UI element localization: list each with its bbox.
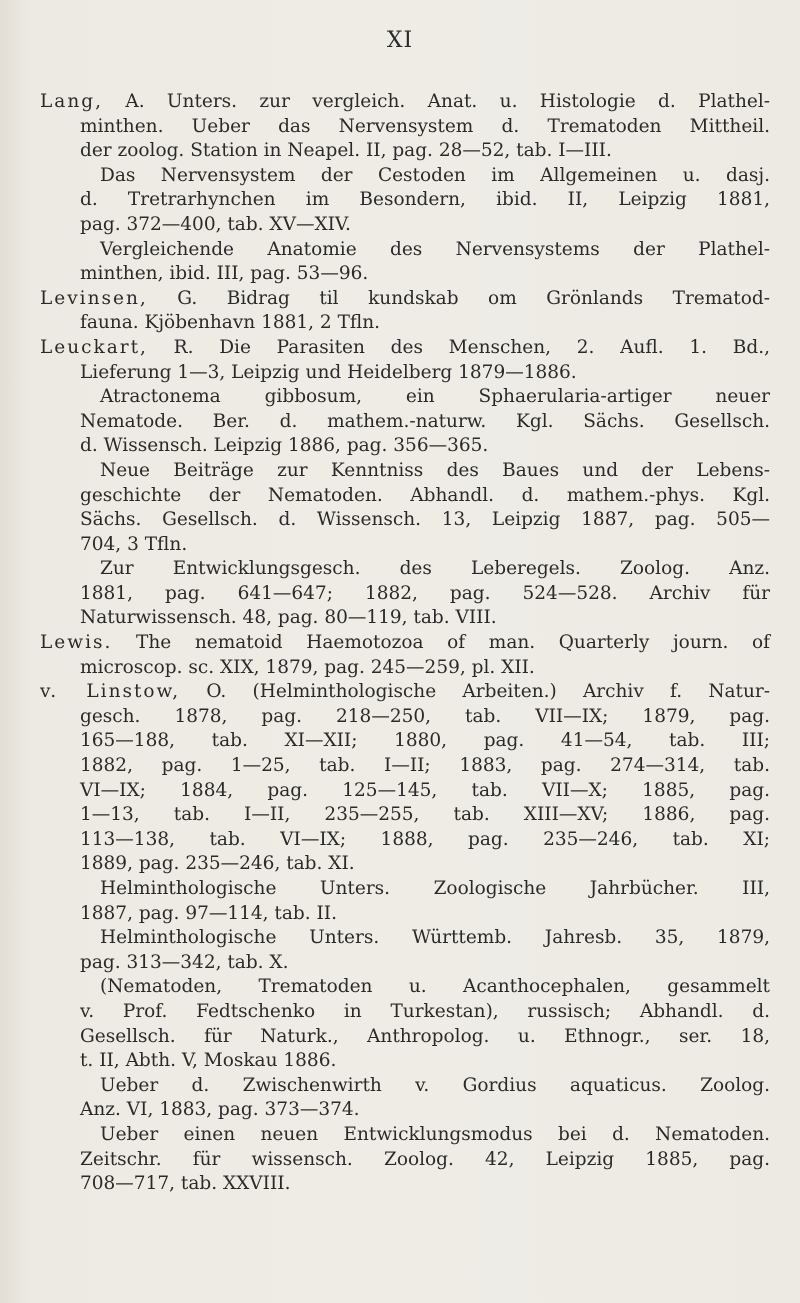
citation-line <box>80 877 770 902</box>
citation-text: Vergleichende Anatomie des Nervensystems der Plathel- <box>100 238 770 260</box>
citation-text: gesch. 1878, pag. 218—250, tab. VII—IX; 1879, pag. <box>80 705 770 727</box>
citation-line <box>80 902 770 927</box>
citation-text: 113—138, tab. VI—IX; 1888, pag. 235—246, tab. XI; <box>80 828 770 850</box>
citation-text: Helminthologische Unters. Württemb. Jahresb. 35, 1879, <box>100 927 770 949</box>
citation-line <box>80 533 770 558</box>
citation-line <box>80 410 770 435</box>
bibliography-entry <box>40 680 770 1196</box>
author-name: Levinsen, <box>40 287 148 309</box>
author-name: v. Linstow, <box>40 681 181 703</box>
entry-subcitation <box>40 557 770 631</box>
citation-text: minthen. Ueber das Nervensystem d. Trematoden Mittheil. <box>80 115 770 137</box>
entry-subcitation <box>40 238 770 287</box>
citation-text: 708—717, tab. XXVIII. <box>80 1173 291 1195</box>
entry-subcitation <box>40 385 770 459</box>
citation-line <box>80 1025 770 1050</box>
citation-line <box>40 631 770 656</box>
bibliography-entry <box>40 287 770 336</box>
citation-text: 1887, pag. 97—114, tab. II. <box>80 902 337 924</box>
author-name: Lang, <box>40 91 103 112</box>
citation-text: Lieferung 1—3, Leipzig und Heidelberg 1879—1886. <box>80 361 577 383</box>
citation-text: microscop. sc. XIX, 1879, pag. 245—259, pl. XII. <box>80 656 535 678</box>
citation-text: O. (Helminthologische Arbeiten.) Archiv f. Natur- <box>206 681 770 703</box>
citation-line <box>40 803 770 828</box>
citation-text: 1889, pag. 235—246, tab. XI. <box>80 853 355 875</box>
citation-line <box>40 680 770 705</box>
citation-text: Zur Entwicklungsgesch. des Leberegels. Zoolog. Anz. <box>100 558 770 580</box>
author-name: Leuckart, <box>40 336 148 358</box>
entry-citation <box>40 90 770 164</box>
citation-line <box>40 656 770 681</box>
citation-text: 1881, pag. 641—647; 1882, pag. 524—528. Archiv für <box>80 582 770 604</box>
entry-citation <box>40 680 770 877</box>
citation-text: minthen, ibid. III, pag. 53—96. <box>80 263 369 285</box>
entry-subcitation <box>40 164 770 238</box>
citation-text: A. Unters. zur vergleich. Anat. u. Histologie d. Plathel- <box>125 91 770 112</box>
citation-text: 1—13, tab. I—II, 235—255, tab. XIII—XV; 1886, pag. <box>80 804 770 826</box>
citation-text: VI—IX; 1884, pag. 125—145, tab. VII—X; 1885, pag. <box>80 779 770 801</box>
entry-subcitation <box>40 1123 770 1197</box>
bibliography-entry <box>40 90 770 287</box>
citation-text: Naturwissensch. 48, pag. 80—119, tab. VIII. <box>80 607 497 629</box>
citation-text: Ueber d. Zwischenwirth v. Gordius aquaticus. Zoolog. <box>100 1074 770 1096</box>
citation-line <box>40 361 770 386</box>
citation-text: v. Prof. Fedtschenko in Turkestan), russisch; Abhandl. d. <box>80 1000 770 1022</box>
citation-text: pag. 372—400, tab. XV—XIV. <box>80 213 351 235</box>
bibliography-entry <box>40 631 770 680</box>
citation-line <box>40 115 770 140</box>
citation-line <box>80 1148 770 1173</box>
citation-text: Sächs. Gesellsch. d. Wissensch. 13, Leipzig 1887, pag. 505— <box>80 509 770 531</box>
citation-text: fauna. Kjöbenhavn 1881, 2 Tfln. <box>80 312 381 334</box>
citation-text: Atractonema gibbosum, ein Sphaerularia-artiger neuer <box>100 386 770 408</box>
citation-text: Gesellsch. für Naturk., Anthropolog. u. Ethnogr., ser. 18, <box>80 1025 770 1047</box>
citation-line <box>80 1074 770 1099</box>
citation-text: 165—188, tab. XI—XII; 1880, pag. 41—54, tab. III; <box>80 730 770 752</box>
entry-citation <box>40 631 770 680</box>
citation-line <box>80 1172 770 1197</box>
citation-text: Nematode. Ber. d. mathem.-naturw. Kgl. Sächs. Gesellsch. <box>80 410 770 432</box>
citation-text: der zoolog. Station in Neapel. II, pag. 28—52, tab. I—III. <box>80 140 612 162</box>
citation-text: Helminthologische Unters. Zoologische Jahrbücher. III, <box>100 878 770 899</box>
citation-line <box>80 238 770 263</box>
citation-line <box>40 705 770 730</box>
citation-line <box>80 951 770 976</box>
citation-text: G. Bidrag til kundskab om Grönlands Trematod- <box>177 287 770 309</box>
citation-line <box>80 484 770 509</box>
citation-line <box>40 336 770 361</box>
citation-line <box>80 1098 770 1123</box>
citation-line <box>80 213 770 238</box>
citation-line <box>80 508 770 533</box>
citation-text: pag. 313—342, tab. X. <box>80 951 289 973</box>
citation-line <box>80 262 770 287</box>
citation-text: R. Die Parasiten des Menschen, 2. Aufl. 1. Bd., <box>173 336 770 358</box>
entry-subcitation <box>40 926 770 975</box>
citation-text: d. Wissensch. Leipzig 1886, pag. 356—365. <box>80 435 489 457</box>
citation-text: (Nematoden, Trematoden u. Acanthocephalen, gesammelt <box>100 976 770 998</box>
citation-text: The nematoid Haemotozoa of man. Quarterly journ. of <box>136 632 770 654</box>
citation-text: geschichte der Nematoden. Abhandl. d. mathem.-phys. Kgl. <box>80 484 770 506</box>
entry-subcitation <box>40 877 770 926</box>
citation-text: Anz. VI, 1883, pag. 373—374. <box>80 1099 360 1121</box>
citation-line <box>40 779 770 804</box>
bibliography-list <box>40 90 770 1197</box>
citation-text: t. II, Abth. V, Moskau 1886. <box>80 1050 337 1072</box>
citation-line <box>80 434 770 459</box>
citation-line <box>80 1123 770 1148</box>
author-name: Lewis. <box>40 632 113 654</box>
citation-line <box>80 1049 770 1074</box>
citation-line <box>80 188 770 213</box>
entry-citation <box>40 287 770 336</box>
citation-text: Neue Beiträge zur Kenntniss des Baues und der Lebens- <box>100 459 770 481</box>
citation-line <box>80 582 770 607</box>
entry-citation <box>40 336 770 385</box>
citation-line <box>80 459 770 484</box>
entry-subcitation <box>40 975 770 1073</box>
citation-line <box>40 852 770 877</box>
citation-text: Zeitschr. für wissensch. Zoolog. 42, Leipzig 1885, pag. <box>80 1148 770 1170</box>
citation-line <box>80 606 770 631</box>
citation-line <box>40 828 770 853</box>
citation-line <box>40 287 770 312</box>
bibliography-entry <box>40 336 770 631</box>
citation-text: 704, 3 Tfln. <box>80 533 188 555</box>
citation-line <box>80 385 770 410</box>
citation-text: d. Tretrarhynchen im Besondern, ibid. II, Leipzig 1881, <box>80 189 770 211</box>
citation-text: Das Nervensystem der Cestoden im Allgemeinen u. dasj. <box>100 164 770 186</box>
citation-line <box>80 164 770 189</box>
citation-line <box>40 90 770 115</box>
citation-line <box>40 139 770 164</box>
entry-subcitation <box>40 459 770 557</box>
citation-line <box>40 729 770 754</box>
page-number: XI <box>386 28 414 53</box>
citation-text: Ueber einen neuen Entwicklungsmodus bei d. Nematoden. <box>100 1123 770 1145</box>
citation-text: 1882, pag. 1—25, tab. I—II; 1883, pag. 274—314, tab. <box>80 755 770 777</box>
citation-line <box>40 754 770 779</box>
citation-line <box>80 1000 770 1025</box>
citation-line <box>40 311 770 336</box>
citation-line <box>80 975 770 1000</box>
entry-subcitation <box>40 1074 770 1123</box>
citation-line <box>80 926 770 951</box>
citation-line <box>80 557 770 582</box>
